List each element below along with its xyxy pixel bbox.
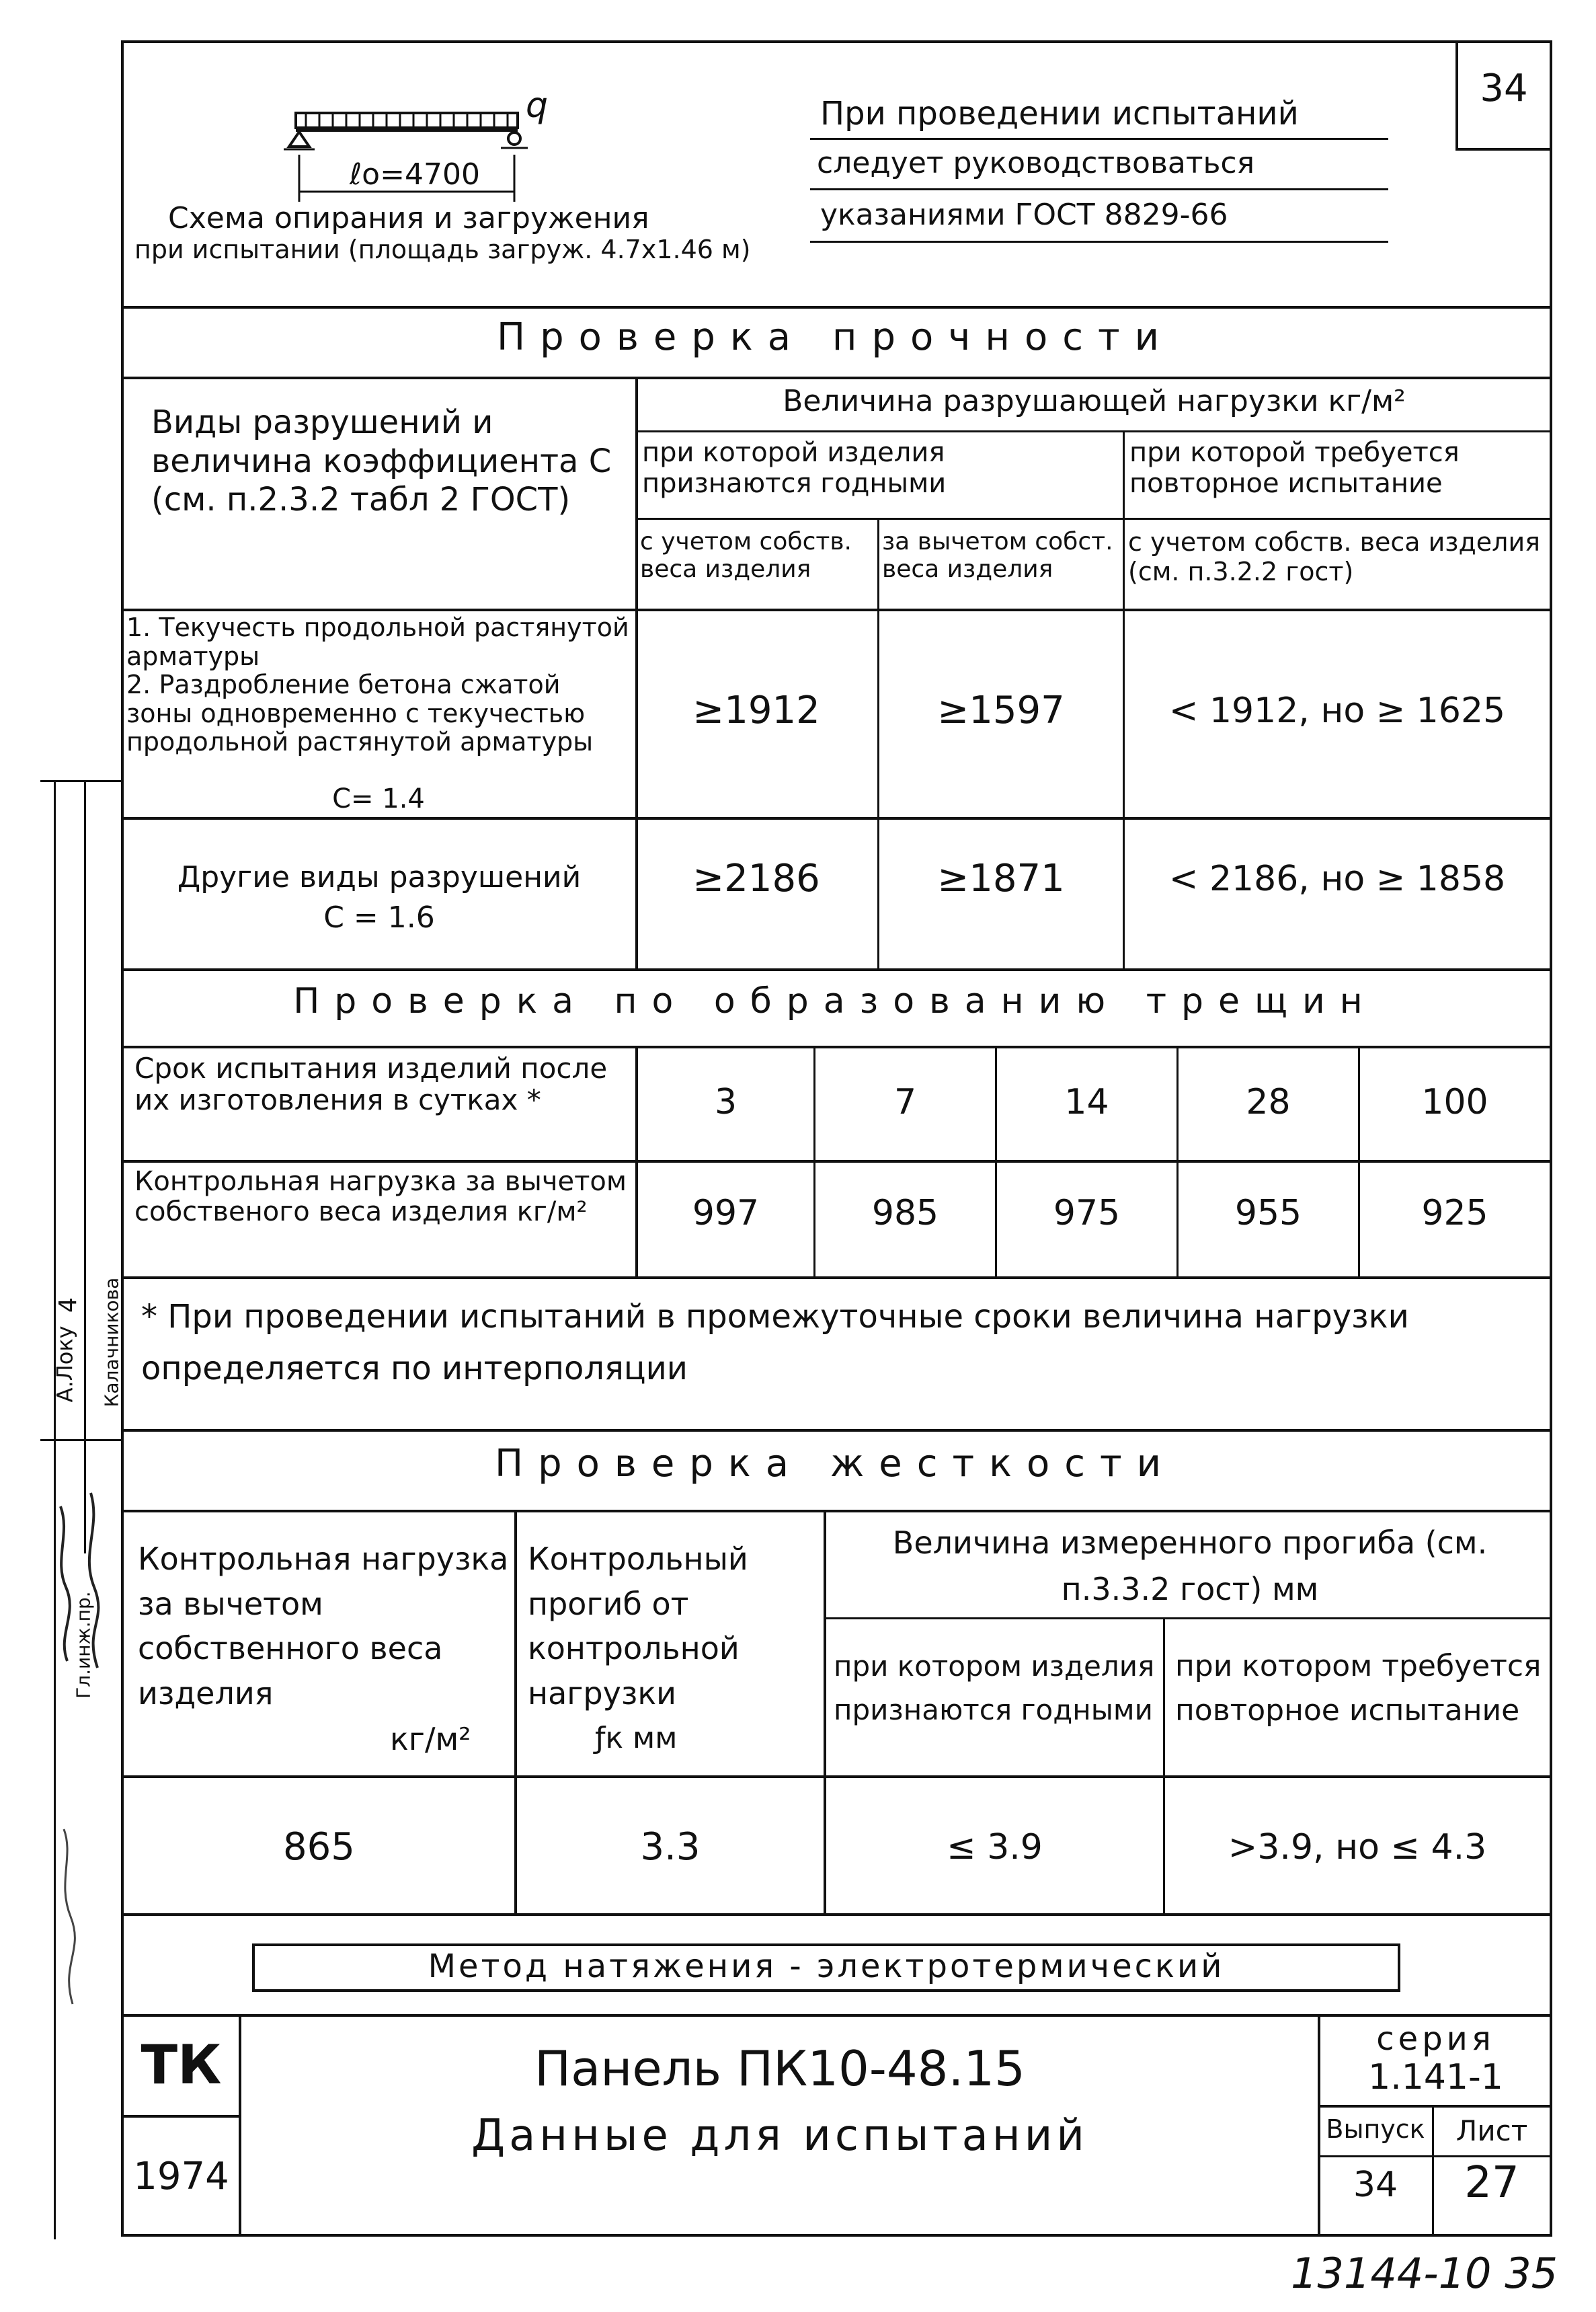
stiffness-col-1: Контрольная нагрузка за вычетом собственного веса изделия xyxy=(138,1541,509,1712)
stiffness-value-retest: >3.9, но ≤ 4.3 xyxy=(1228,1827,1487,1867)
year: 1974 xyxy=(133,2155,229,2198)
strength-col-types: Виды разрушений и величина коэффициента С (см. п.2.3.2 табл 2 ГОСТ) xyxy=(151,403,612,519)
strength-col-fit: при которой изделия признаются годными xyxy=(642,437,947,499)
cracks-day-14: 14 xyxy=(1064,1082,1109,1122)
archive-number: 13144-10 35 xyxy=(1291,2249,1558,2298)
strength-col-retest: при которой требуется повторное испытание xyxy=(1129,437,1460,499)
strength-col-minus-weight: за вычетом собст. веса изделия xyxy=(882,528,1113,584)
cracks-day-28: 28 xyxy=(1246,1082,1291,1122)
span-label: ℓo=4700 xyxy=(350,157,480,192)
strength-row-1-coef: С= 1.4 xyxy=(332,783,425,814)
stiffness-col-1-unit: кг/м² xyxy=(390,1721,471,1757)
strength-title: Проверка прочности xyxy=(496,315,1174,359)
issue-value: 34 xyxy=(1353,2165,1398,2205)
strength-row-1-v1: ≥1912 xyxy=(692,689,820,732)
cracks-title: Проверка по образованию трещин xyxy=(293,981,1378,1022)
series-value: 1.141-1 xyxy=(1368,2057,1503,2097)
margin-signatures xyxy=(40,1479,114,2031)
strength-row-1-v2: ≥1597 xyxy=(937,689,1065,732)
cracks-day-3: 3 xyxy=(714,1082,737,1122)
stiffness-title: Проверка жесткости xyxy=(494,1442,1176,1486)
strength-col-magnitude: Величина разрушающей нагрузки кг/м² xyxy=(783,384,1406,418)
strength-row-2-v1: ≥2186 xyxy=(692,857,820,900)
strength-row-1-label: 1. Текучесть продольной растянутой арматуры 2. Раздробление бетона сжатой зоны одновременно с текучестью продольной растянутой арматуры xyxy=(126,613,629,757)
frame-top xyxy=(121,40,1552,43)
load-label: q xyxy=(526,85,549,126)
sheet-value: 27 xyxy=(1464,2158,1519,2208)
cracks-day-100: 100 xyxy=(1421,1082,1488,1122)
scheme-caption-2: при испытании (площадь загруж. 4.7х1.46 м) xyxy=(134,235,751,264)
cracks-load-14: 975 xyxy=(1053,1193,1121,1233)
cracks-row-1-label: Срок испытания изделий после их изготовления в сутках * xyxy=(134,1052,608,1117)
cracks-load-28: 955 xyxy=(1234,1193,1302,1233)
doc-title-1: Панель ПК10-48.15 xyxy=(534,2040,1025,2097)
frame-bottom xyxy=(121,2234,1552,2237)
frame-left xyxy=(121,40,124,2236)
strength-row-1-v3: < 1912, но ≥ 1625 xyxy=(1168,691,1506,731)
stiffness-value-fit: ≤ 3.9 xyxy=(947,1827,1043,1867)
cracks-row-2-label: Контрольная нагрузка за вычетом собственого веса изделия кг/м² xyxy=(134,1166,627,1227)
beam-load-block xyxy=(296,113,518,128)
gost-note-3: указаниями ГОСТ 8829-66 xyxy=(820,198,1228,232)
org-mark: ТК xyxy=(141,2034,222,2096)
stiffness-col-3b: при котором требуется повторное испытание xyxy=(1175,1649,1542,1728)
margin-name-2: Калачникова xyxy=(100,1277,123,1408)
cracks-day-7: 7 xyxy=(893,1082,917,1122)
strength-row-2-label: Другие виды разрушений xyxy=(177,860,582,894)
margin-role: Гл.инж.пр. xyxy=(72,1591,95,1699)
cracks-load-100: 925 xyxy=(1421,1193,1488,1233)
cracks-load-3: 997 xyxy=(692,1193,760,1233)
stiffness-col-2-unit: ƒк мм xyxy=(595,1721,678,1755)
method-text: Метод натяжения - электротермический xyxy=(428,1948,1225,1985)
frame-right xyxy=(1550,40,1552,2236)
doc-title-2: Данные для испытаний xyxy=(471,2111,1088,2161)
stiffness-col-3a: при котором изделия признаются годными xyxy=(834,1650,1155,1727)
strength-row-2-v2: ≥1871 xyxy=(937,857,1065,900)
pin-support xyxy=(289,132,309,147)
cracks-load-7: 985 xyxy=(871,1193,939,1233)
series-label: серия xyxy=(1376,2020,1495,2058)
strength-row-2-v3: < 2186, но ≥ 1858 xyxy=(1168,859,1506,899)
issue-label: Выпуск xyxy=(1326,2114,1425,2144)
stiffness-col-2: Контрольный прогиб от контрольной нагрузки xyxy=(528,1541,748,1712)
scheme-caption-1: Схема опирания и загружения xyxy=(168,201,649,235)
strength-col-with-weight: с учетом собств. веса изделия xyxy=(640,528,852,584)
strength-row-2-coef: С = 1.6 xyxy=(323,900,435,935)
stiffness-value-deflection: 3.3 xyxy=(640,1825,701,1869)
stiffness-col-3: Величина измеренного прогиба (см. п.3.3.2 гост) мм xyxy=(892,1525,1488,1607)
roller-support xyxy=(508,132,520,145)
strength-col-retest-weight: с учетом собств. веса изделия (см. п.3.2.2 гост) xyxy=(1128,527,1541,586)
gost-note-1: При проведении испытаний xyxy=(820,95,1299,132)
sheet-number-top: 34 xyxy=(1480,67,1528,110)
stiffness-value-load: 865 xyxy=(283,1825,355,1869)
gost-note-2: следует руководствоваться xyxy=(817,146,1255,180)
sheet-label: Лист xyxy=(1455,2114,1528,2147)
margin-digit: 4 xyxy=(54,1297,82,1313)
cracks-footnote: * При проведении испытаний в промежуточные сроки величина нагрузки определяется по интерполяции xyxy=(141,1298,1409,1387)
margin-name-1: А.Локу xyxy=(52,1325,78,1403)
